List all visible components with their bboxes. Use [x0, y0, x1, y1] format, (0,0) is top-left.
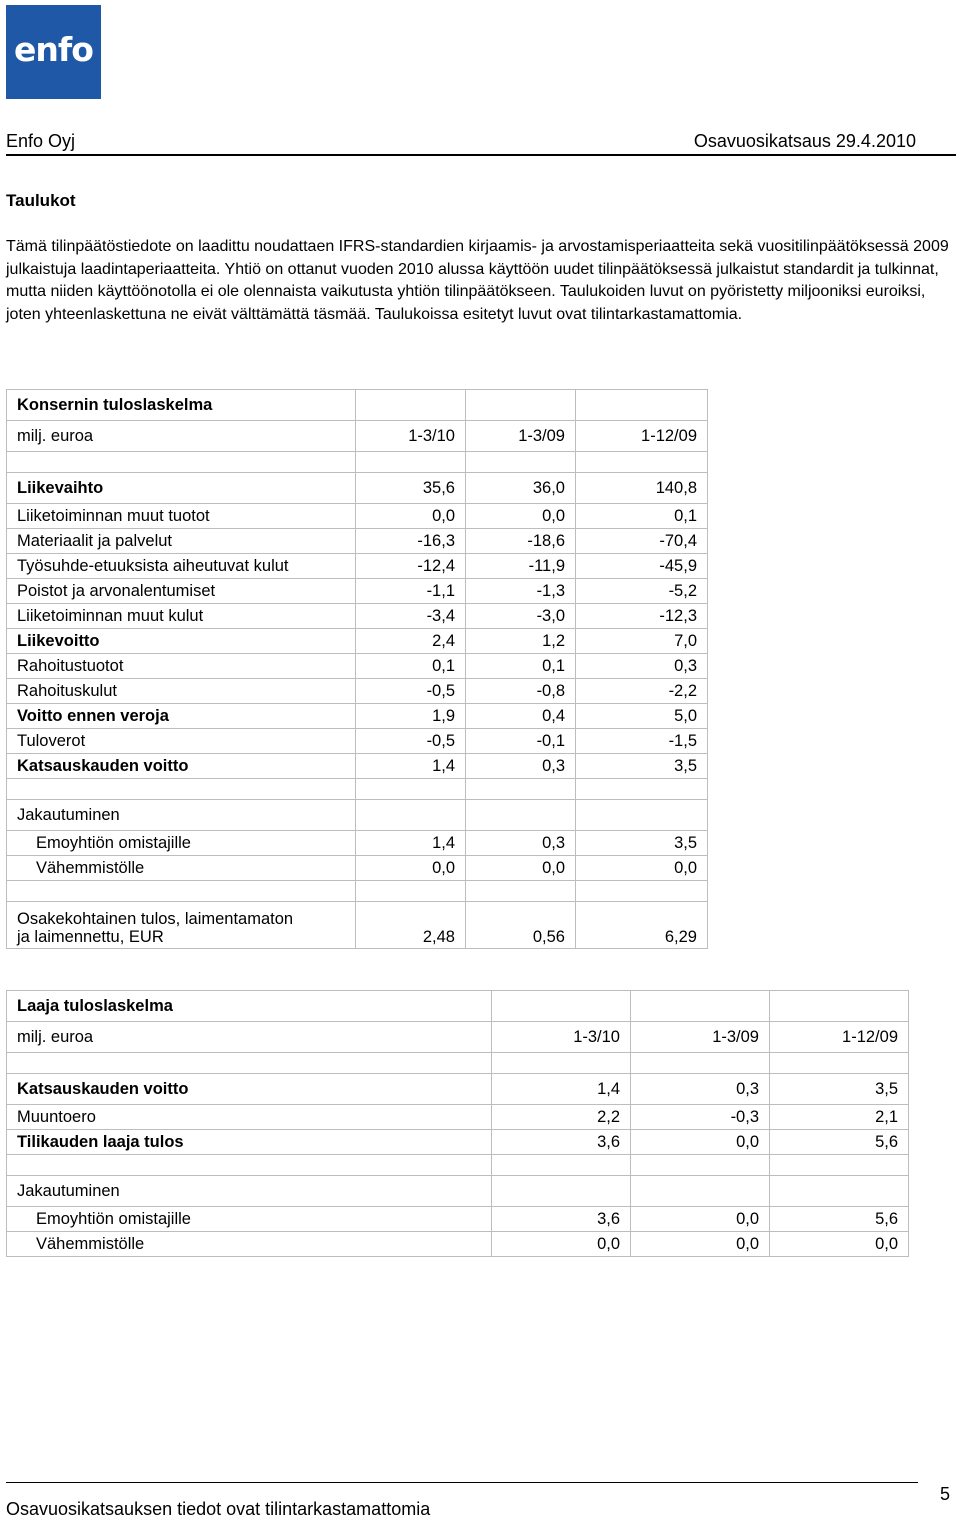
eps-label — [7, 902, 356, 949]
enfo-logo — [6, 5, 101, 99]
cell-value: -0,5 — [356, 679, 466, 704]
cell-value: 0,0 — [466, 856, 576, 881]
section-title: Taulukot — [6, 191, 76, 210]
row-label: Tilikauden laaja tulos — [7, 1130, 492, 1155]
cell-value: -1,5 — [576, 729, 708, 754]
cell-value: -0,8 — [466, 679, 576, 704]
cell-value: 2,2 — [492, 1105, 631, 1130]
cell-value: 0,0 — [631, 1207, 770, 1232]
spacer-row — [7, 452, 708, 473]
distribution-label: Jakautuminen — [7, 1176, 492, 1207]
row-label: Liikevaihto — [7, 473, 356, 504]
row-label: Vähemmistölle — [7, 1232, 492, 1257]
cell-value: -12,3 — [576, 604, 708, 629]
intro-paragraph: Tämä tilinpäätöstiedote on laadittu noudattaen IFRS-standardien kirjaamis- ja arvostamisperiaatteita sekä vuositilinpäätöksessä 2009 julkaistuja laadintaperiaatteita. Yhtiö on ottanut vuoden 2010 alussa käyttöön uudet tilinpäätöksessä julkaistut standardit ja tulkinnat, mutta niiden käyttöönotolla ei ole olennaista vaikutusta yhtiön tilinpäätökseen. Taulukoiden luvut on pyöristetty miljooniksi euroiksi, joten yhteenlaskettuna ne eivät välttämättä täsmää. Taulukoissa esitetyt luvut ovat tilintarkastamattomia. — [6, 238, 949, 323]
cell-value: 0,0 — [631, 1232, 770, 1257]
row-label: Vähemmistölle — [7, 856, 356, 881]
cell-value: 0,1 — [576, 504, 708, 529]
table-row — [7, 504, 708, 529]
cell-value: 0,3 — [466, 754, 576, 779]
footer-divider — [6, 1482, 918, 1483]
cell-value: 0,0 — [356, 856, 466, 881]
header-divider — [6, 154, 956, 156]
table-row — [7, 604, 708, 629]
spacer-row — [7, 1155, 909, 1176]
cell-value: 0,1 — [356, 654, 466, 679]
income-statement-table — [6, 389, 708, 949]
cell-value: 5,6 — [770, 1130, 909, 1155]
cell-value: -2,2 — [576, 679, 708, 704]
row-label: Tuloverot — [7, 729, 356, 754]
cell-value: -1,3 — [466, 579, 576, 604]
cell-value: 3,6 — [492, 1207, 631, 1232]
table-row — [7, 729, 708, 754]
report-title: Osavuosikatsaus 29.4.2010 — [693, 131, 916, 151]
row-label: Katsauskauden voitto — [7, 754, 356, 779]
row-label: Emoyhtiön omistajille — [7, 831, 356, 856]
cell-value: 1,2 — [466, 629, 576, 654]
table-header-row — [7, 1022, 909, 1053]
spacer-row — [7, 881, 708, 902]
cell-value: 0,3 — [576, 654, 708, 679]
eps-label-line2: ja laimennettu, EUR — [17, 928, 164, 946]
cell-value: 1,4 — [492, 1074, 631, 1105]
table-title-row — [7, 991, 909, 1022]
cell-value: -18,6 — [466, 529, 576, 554]
cell-value: 0,0 — [356, 504, 466, 529]
cell-value: 0,0 — [492, 1232, 631, 1257]
cell-value: 0,56 — [466, 902, 576, 949]
row-label: Työsuhde-etuuksista aiheutuvat kulut — [7, 554, 356, 579]
table-row — [7, 1074, 909, 1105]
footer-note: Osavuosikatsauksen tiedot ovat tilintarkastamattomia — [6, 1499, 431, 1519]
cell-value: 5,0 — [576, 704, 708, 729]
cell-value: 6,29 — [576, 902, 708, 949]
cell-value: -0,1 — [466, 729, 576, 754]
cell-value: 36,0 — [466, 473, 576, 504]
cell-value: 0,3 — [631, 1074, 770, 1105]
table-row — [7, 654, 708, 679]
cell-value: 0,0 — [631, 1130, 770, 1155]
table-header-row — [7, 421, 708, 452]
row-label: Katsauskauden voitto — [7, 1074, 492, 1105]
table-row — [7, 679, 708, 704]
cell-value: -12,4 — [356, 554, 466, 579]
cell-value: -70,4 — [576, 529, 708, 554]
cell-value: 0,3 — [466, 831, 576, 856]
row-label: Liiketoiminnan muut kulut — [7, 604, 356, 629]
table-row — [7, 1105, 909, 1130]
col-header: 1-3/10 — [356, 421, 466, 452]
table-title: Laaja tuloslaskelma — [7, 991, 492, 1022]
table-row — [7, 579, 708, 604]
table-row — [7, 902, 708, 949]
row-label: Emoyhtiön omistajille — [7, 1207, 492, 1232]
row-label: Muuntoero — [7, 1105, 492, 1130]
cell-value: 2,1 — [770, 1105, 909, 1130]
cell-value: 1,4 — [356, 754, 466, 779]
comprehensive-income-table — [6, 990, 909, 1257]
cell-value: 0,1 — [466, 654, 576, 679]
row-label: Poistot ja arvonalentumiset — [7, 579, 356, 604]
table-row — [7, 1207, 909, 1232]
row-label: Materiaalit ja palvelut — [7, 529, 356, 554]
spacer-row — [7, 1053, 909, 1074]
table-row — [7, 856, 708, 881]
cell-value: -1,1 — [356, 579, 466, 604]
cell-value: -0,3 — [631, 1105, 770, 1130]
cell-value: 3,5 — [576, 754, 708, 779]
cell-value: 0,0 — [770, 1232, 909, 1257]
cell-value: 2,4 — [356, 629, 466, 654]
cell-value: -16,3 — [356, 529, 466, 554]
cell-value: 3,6 — [492, 1130, 631, 1155]
cell-value: -3,0 — [466, 604, 576, 629]
cell-value: 3,5 — [770, 1074, 909, 1105]
distribution-label: Jakautuminen — [7, 800, 356, 831]
col-header: 1-12/09 — [770, 1022, 909, 1053]
cell-value: 1,9 — [356, 704, 466, 729]
cell-value: 35,6 — [356, 473, 466, 504]
table-title: Konsernin tuloslaskelma — [7, 390, 356, 421]
cell-value: 0,4 — [466, 704, 576, 729]
cell-value: 0,0 — [466, 504, 576, 529]
unit-label: milj. euroa — [7, 1022, 492, 1053]
eps-label-line1: Osakekohtainen tulos, laimentamaton — [17, 910, 294, 928]
table-row — [7, 831, 708, 856]
cell-value: -3,4 — [356, 604, 466, 629]
row-label: Liiketoiminnan muut tuotot — [7, 504, 356, 529]
col-header: 1-12/09 — [576, 421, 708, 452]
unit-label: milj. euroa — [7, 421, 356, 452]
spacer-row — [7, 779, 708, 800]
table-row — [7, 1232, 909, 1257]
table-row — [7, 800, 708, 831]
table-row — [7, 629, 708, 654]
cell-value: -5,2 — [576, 579, 708, 604]
cell-value: 140,8 — [576, 473, 708, 504]
table-row — [7, 1176, 909, 1207]
row-label: Voitto ennen veroja — [7, 704, 356, 729]
table-row — [7, 704, 708, 729]
col-header: 1-3/09 — [631, 1022, 770, 1053]
cell-value: 0,0 — [576, 856, 708, 881]
col-header: 1-3/09 — [466, 421, 576, 452]
cell-value: -11,9 — [466, 554, 576, 579]
row-label: Rahoitustuotot — [7, 654, 356, 679]
logo-text: enfo — [14, 29, 93, 69]
cell-value: 3,5 — [576, 831, 708, 856]
cell-value: 5,6 — [770, 1207, 909, 1232]
table-row — [7, 554, 708, 579]
row-label: Rahoituskulut — [7, 679, 356, 704]
table-title-row — [7, 390, 708, 421]
company-name: Enfo Oyj — [6, 131, 76, 151]
cell-value: -0,5 — [356, 729, 466, 754]
cell-value: -45,9 — [576, 554, 708, 579]
table-row — [7, 1130, 909, 1155]
col-header: 1-3/10 — [492, 1022, 631, 1053]
row-label: Liikevoitto — [7, 629, 356, 654]
page-number: 5 — [939, 1484, 950, 1504]
table-row — [7, 754, 708, 779]
cell-value: 2,48 — [356, 902, 466, 949]
cell-value: 7,0 — [576, 629, 708, 654]
table-row — [7, 529, 708, 554]
cell-value: 1,4 — [356, 831, 466, 856]
table-row — [7, 473, 708, 504]
